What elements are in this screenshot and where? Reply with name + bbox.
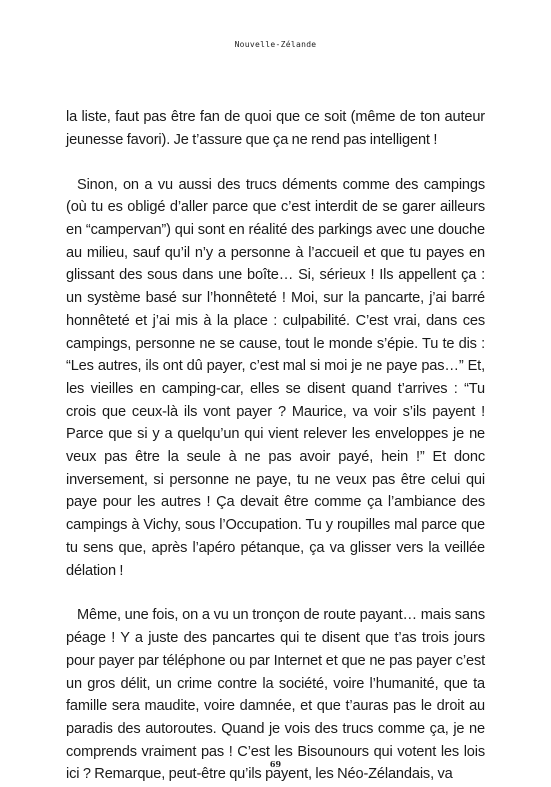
body-text (66, 106, 485, 786)
paragraph-1: la liste, faut pas être fan de quoi que ce soit (même de ton auteur jeunesse favori). Je t’assure que ça ne rend pas intelligent ! (66, 109, 485, 148)
page-number: 69 (269, 759, 282, 769)
paragraph-3: Même, une fois, on a vu un tronçon de route payant… mais sans péage ! Y a juste des pancartes qui te disent que t’as trois jours pour payer par téléphone ou par Internet et que ne pas payer c’est un gros délit, un crime contre la société, voire l’humanité, que ta famille sera maudite, voire damnée, et que t’auras pas le droit au paradis des autoroutes. Quand je vois des trucs comme ça, je ne comprends vraiment pas ! C’est les Bisounours qui votent les lois ici ? Remarque, peut-être qu’ils payent, les Néo-Zélandais, va (66, 607, 485, 783)
paragraph-2: Sinon, on a vu aussi des trucs déments comme des campings (où tu es obligé d’aller parce que c’est interdit de se garer ailleurs en “campervan”) qui sont en réalité des parkings avec une douche au milieu, sauf qu’il n’y a personne à l’accueil et que tu payes en glissant des sous dans une boîte… Si, sérieux ! Ils appellent ça : un système basé sur l’honnêteté ! Moi, sur la pancarte, j’ai barré honnêteté et j’ai mis à la place : culpabilité. C’est vrai, dans ces campings, personne ne se cause, tout le monde s’épie. Tu te dis : “Les autres, ils ont dû payer, c’est mal si moi je ne paye pas…” Et, les vieilles en camping-car, elles se disent quand t’arrives : “Tu crois que ceux-là ils vont payer ? Maurice, va voir s’ils payent ! Parce que si y a quelqu’un qui vient relever les enveloppes je ne veux pas être la seule à ne pas avoir payé, hein !” Et donc inversement, si personne ne paye, tu ne veux pas être celui qui paye pour les autres ! Ça devait être comme ça l’ambiance des campings à Vichy, sous l’Occupation. Tu y roupilles mal parce que tu sens que, après l’apéro pétanque, ça va glisser vers la veillée délation ! (66, 176, 485, 579)
running-head: Nouvelle-Zélande (234, 40, 317, 49)
